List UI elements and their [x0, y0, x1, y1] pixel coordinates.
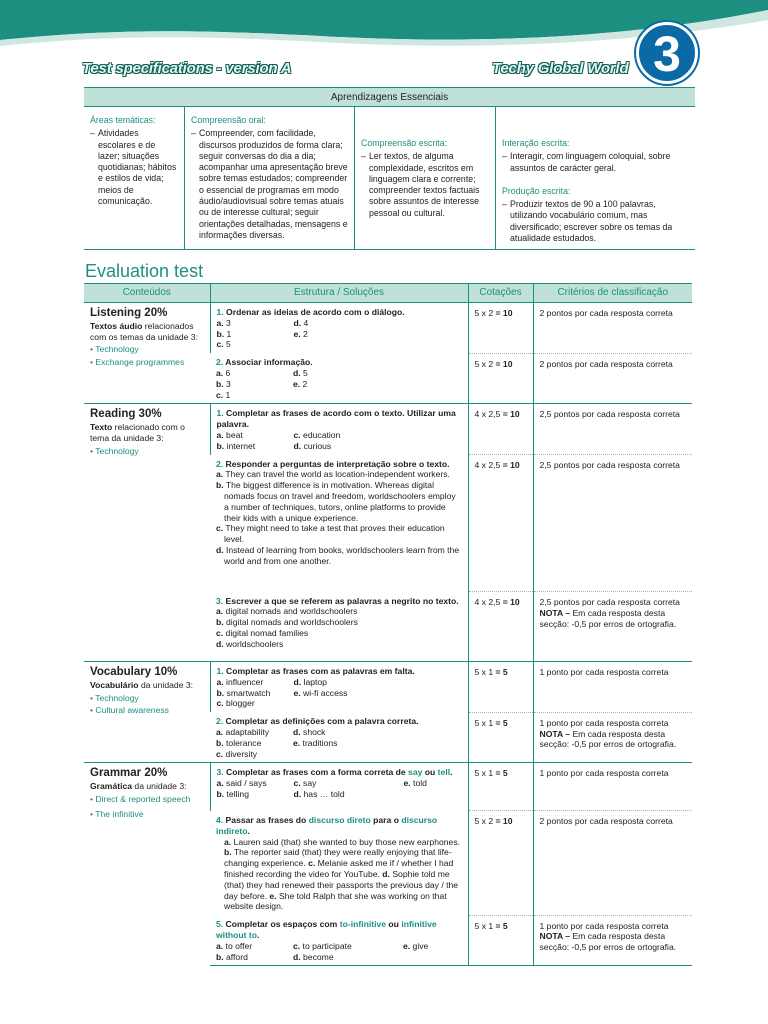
vocabulary-bullet: • Cultural awareness: [90, 705, 169, 716]
grammar-desc-bold: Gramática: [90, 781, 133, 792]
interacao-producao-column: Interação escrita: – Interagir, com linguagem coloquial, sobre assuntos de carácter geral. Produção escrita: – Produzir textos de 90 a 100 palavras, utilizando vocabulário comum, mas diversificado; escrever sobre os temas da atualidade estudados.: [496, 107, 695, 249]
note-text: NOTA – Em cada resposta desta secção: -0,5 por erros de ortografia.: [539, 607, 677, 629]
task-instruction: Completar as frases com a forma correta de: [223, 767, 409, 778]
task-instruction: Completar as frases com as palavras em falta.: [223, 666, 415, 677]
reading-desc: relacionado com o tema da unidade 3:: [90, 422, 185, 443]
criteria-cell: [533, 712, 692, 763]
answer-list: a. influencer d. laptop b. smartwatch e. wi-fi access c. blogger: [216, 676, 348, 709]
interacao-text: Interagir, com linguagem coloquial, sobre assuntos de carácter geral.: [510, 151, 671, 173]
criteria-text: 1 ponto por cada resposta correta: [539, 717, 669, 728]
task-instruction: Ordenar as ideias de acordo com o diálogo.: [223, 307, 405, 317]
score-cell: 4 x 2,5 = 10: [468, 592, 533, 662]
answer-item: d. worldschoolers: [216, 638, 284, 649]
task-instruction: Completar as frases de acordo com o texto. Utilizar uma palavra.: [216, 408, 456, 430]
keyword: discurso indireto: [216, 814, 438, 836]
reading-content-cell: [84, 404, 210, 662]
score-cell: 5 x 1 = 5: [468, 662, 533, 713]
answer-list: a. said / says c. say e. told b. telling d. has … told: [216, 778, 427, 800]
task-instruction: Completar as definições com a palavra correta.: [223, 716, 419, 727]
producao-text: Produzir textos de 90 a 100 palavras, utilizando vocabulário comum, mas diversificado; escrever sobre os temas da atualidade estudados.: [510, 199, 673, 244]
answer-list: a. beat c. education b. internet d. curious: [216, 429, 341, 451]
task-number: 2.: [216, 458, 224, 469]
vocabulary-bullet: • Technology: [90, 692, 139, 703]
criteria-cell: 2 pontos por cada resposta correta: [533, 811, 692, 915]
answer-item: c. They might need to take a test that proves their education level.: [216, 523, 445, 545]
listening-title: Listening 20%: [90, 307, 168, 319]
grammar-bullet: • Direct & reported speech: [90, 794, 191, 805]
listening-desc: relacionados com os temas da unidade 3:: [90, 320, 198, 342]
keyword: to-infinitive: [339, 919, 387, 930]
score-cell: 5 x 1 = 5: [468, 915, 533, 966]
task-number: 2.: [216, 716, 224, 727]
table-row: [84, 404, 692, 455]
page-title: Test specifications - version A: [82, 60, 292, 77]
score-cell: 5 x 2 = 10: [468, 303, 533, 354]
escrita-title: Compreensão escrita:: [361, 138, 448, 148]
table-row: [84, 662, 692, 713]
criteria-cell: 1 ponto por cada resposta correta: [533, 763, 692, 811]
task-number: 4.: [216, 814, 224, 825]
criteria-cell: [533, 915, 692, 966]
task-instruction: Responder a perguntas de interpretação sobre o texto.: [223, 458, 450, 469]
listening-content-cell: [84, 303, 210, 404]
criteria-cell: [533, 592, 692, 662]
answer-item: c. digital nomad families: [216, 627, 309, 638]
grammar-bullet: • The infinitive: [90, 808, 144, 819]
answer-list: a. adaptability d. shock b. tolerance e. traditions c. diversity: [216, 727, 338, 759]
areas-tematicas-column: Áreas temáticas: – Atividades escolares e de lazer; situações quotidianas; hábitos e estilos de vida; meios de comunicação.: [84, 107, 185, 249]
compreensao-oral-column: Compreensão oral: – Compreender, com facilidade, discursos produzidos de forma clara; seguir conversas do dia a dia; acompanhar uma apresentação breve sobre temas estudados; compreender o essencial de programas em modo áudio/audiovisual sobre temas atuais ou de interesse cultural; seguir orientações detalhadas, mensagens e informações diversas.: [185, 107, 355, 249]
criteria-cell: 2,5 pontos por cada resposta correta: [533, 455, 692, 592]
score-cell: 5 x 1 = 5: [468, 763, 533, 811]
task-number: 3.: [216, 595, 224, 606]
criteria-text: 1 ponto por cada resposta correta: [539, 920, 669, 931]
col-header-conteudos: Conteúdos: [84, 284, 210, 303]
oral-title: Compreensão oral:: [191, 115, 266, 125]
note-text: NOTA – Em cada resposta desta secção: -0,5 por erros de ortografia.: [539, 728, 677, 750]
evaluation-table: [84, 283, 692, 966]
col-header-estrutura: Estrutura / Soluções: [210, 284, 468, 303]
aprendizagens-heading: Aprendizagens Essenciais: [84, 87, 695, 107]
vocabulary-content-cell: [84, 662, 210, 763]
interacao-title: Interação escrita:: [502, 138, 570, 148]
keyword: tell: [437, 767, 451, 778]
score-cell: 5 x 2 = 10: [468, 811, 533, 915]
task-number: 1.: [216, 408, 224, 419]
criteria-cell: 2 pontos por cada resposta correta: [533, 303, 692, 354]
oral-text: Compreender, com facilidade, discursos produzidos de forma clara; seguir conversas do dia a dia; acompanhar uma apresentação breve sobre temas estudados; compreender o essencial de programas em modo áudio/audiovisual sobre temas atuais ou de interesse cultural; seguir orientações detalhadas, mensagens e informações diversas.: [199, 128, 348, 240]
answer-paragraph: a. Lauren said (that) she wanted to buy those new earphones. b. The reporter said (that) they were really enjoying that life-changing experience. c. Melanie asked me if / whether I had finished recording the video for YouTube. d. Sophie told me (that) they had renewed their passports the previous day / the day before. e. She told Ralph that she was working on that website design.: [224, 836, 461, 912]
listening-desc-bold: Textos áudio: [90, 320, 143, 331]
compreensao-escrita-column: Compreensão escrita: – Ler textos, de alguma complexidade, escritos em linguagem clara e corrente; compreender textos factuais sobre assuntos de interesse pessoal ou cultural.: [355, 107, 496, 249]
listening-bullet: • Exchange programmes: [90, 357, 185, 368]
listening-bullet: • Technology: [90, 344, 139, 355]
answer-list: a. 6 d. 5 b. 3 e. 2 c. 1: [216, 367, 308, 400]
criteria-cell: 2 pontos por cada resposta correta: [533, 353, 692, 404]
task-instruction: Associar informação.: [223, 357, 313, 368]
task-instruction: Escrever a que se referem as palavras a negrito no texto.: [223, 595, 459, 606]
evaluation-title: Evaluation test: [85, 261, 204, 281]
answer-item: b. digital nomads and worldschoolers: [216, 617, 358, 628]
brand-name: Techy Global World: [492, 60, 629, 77]
reading-desc-bold: Texto: [90, 422, 113, 433]
answer-list: a. 3 d. 4 b. 1 e. 2 c. 5: [216, 317, 309, 350]
table-row: 5. Completar os espaços com to-infinitive ou infinitive without to. a. to offer c. to participate e. give b. afford d. become 5 x 1 = 5 1 ponto por cada resposta correta NOTA – Em cada resposta desta secção: -0,5 por erros de ortografia.: [84, 915, 692, 966]
note-text: NOTA – Em cada resposta desta secção: -0,5 por erros de ortografia.: [539, 931, 677, 953]
areas-title: Áreas temáticas:: [90, 115, 156, 125]
criteria-cell: 2,5 pontos por cada resposta correta: [533, 404, 692, 455]
task-number: 2.: [216, 357, 224, 368]
table-row: Grammar 20% Gramática da unidade 3: • Direct & reported speech • The infinitive 3. Completar as frases com a forma correta de say ou tell. a. said / says c. say e. told b. telling d. has … told 5 x 1 = 5 1 ponto por cada resposta correta: [84, 763, 692, 811]
task-number: 1.: [216, 666, 224, 677]
escrita-text: Ler textos, de alguma complexidade, escritos em linguagem clara e corrente; compreender textos factuais sobre assuntos de interesse pessoal ou cultural.: [369, 151, 480, 218]
grammar-title: Grammar 20%: [90, 767, 168, 780]
vocabulary-desc: da unidade 3:: [138, 679, 194, 690]
answer-item: b. The biggest difference is in motivation. Whereas digital nomads focus on travel and freedom, worldschoolers employ a number of techniques, tutors, online platforms to provide their kids with a unique experience.: [216, 480, 456, 523]
producao-title: Produção escrita:: [502, 185, 571, 196]
score-cell: 5 x 1 = 5: [468, 712, 533, 763]
reading-bullet: • Technology: [90, 445, 139, 456]
grammar-content-cell: [84, 763, 210, 966]
answer-item: d. Instead of learning from books, worldschoolers learn from the world and from one another.: [216, 544, 460, 566]
table-row: [84, 303, 692, 354]
task-instruction: Completar os espaços com: [223, 919, 340, 930]
col-header-criterios: Critérios de classificação: [533, 284, 692, 303]
score-cell: 4 x 2,5 = 10: [468, 404, 533, 455]
grammar-desc: da unidade 3:: [132, 781, 187, 792]
reading-title: Reading 30%: [90, 408, 162, 421]
task-number: 5.: [216, 919, 224, 930]
table-row: 4. Passar as frases do discurso direto para o discurso indireto. a. Lauren said (that) she wanted to buy those new earphones. b. The reporter said (that) they were really enjoying that life-changing experience. c. Melanie asked me if / whether I had finished recording the video for YouTube. d. Sophie told me (that) they had renewed their passports the previous day / the day before. e. She told Ralph that she was working on that website design. 5 x 2 = 10 2 pontos por cada resposta correta: [84, 811, 692, 915]
score-cell: 4 x 2,5 = 10: [468, 455, 533, 592]
areas-text: Atividades escolares e de lazer; situações quotidianas; hábitos e estilos de vida; meios de comunicação.: [98, 128, 177, 207]
task-number: 1.: [216, 307, 224, 317]
answer-item: a. digital nomads and worldschoolers: [216, 606, 358, 617]
task-number: 3.: [216, 767, 224, 778]
answer-list: a. to offer c. to participate e. give b. afford d. become: [216, 940, 429, 962]
score-cell: 5 x 2 = 10: [468, 353, 533, 404]
keyword: discurso direto: [308, 814, 371, 825]
keyword: say: [408, 767, 423, 778]
criteria-cell: 1 ponto por cada resposta correta: [533, 662, 692, 713]
unit-number-badge: 3: [636, 22, 698, 84]
vocabulary-desc-bold: Vocabulário: [90, 679, 139, 690]
aprendizagens-table: [84, 87, 695, 250]
task-instruction: Passar as frases do: [223, 814, 309, 825]
answer-item: a. They can travel the world as location-independent workers.: [216, 469, 450, 480]
vocabulary-title: Vocabulary 10%: [90, 666, 178, 679]
col-header-cotacoes: Cotações: [468, 284, 533, 303]
criteria-text: 2,5 pontos por cada resposta correta: [539, 597, 680, 608]
keyword: infinitive without to: [216, 919, 437, 940]
